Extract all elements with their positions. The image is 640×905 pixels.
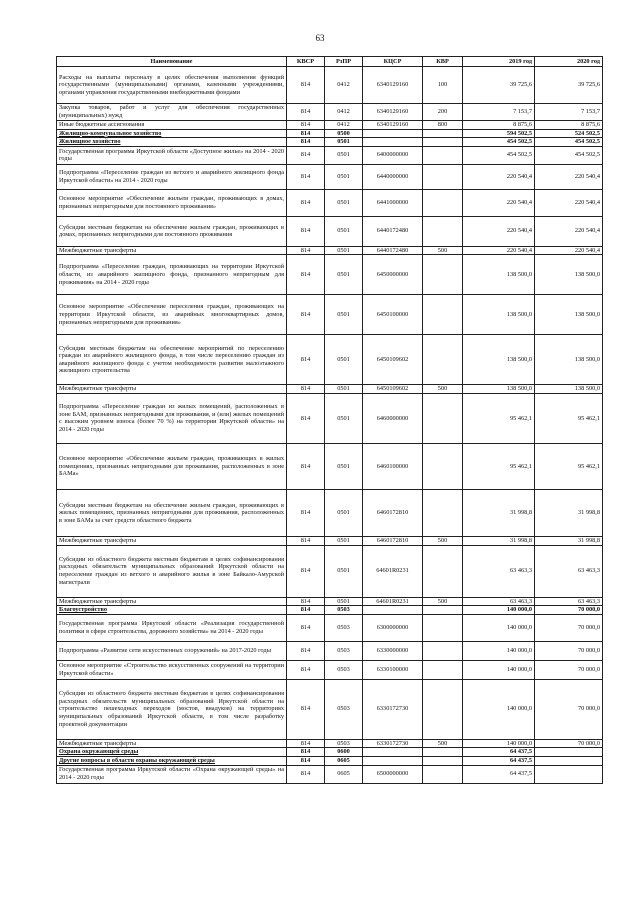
cell-rzpr: 0501: [325, 255, 363, 295]
cell-kcsr: 6450109602: [363, 335, 423, 385]
cell-kvsr: 814: [287, 641, 325, 660]
cell-2020: 70 000,0: [535, 679, 603, 739]
cell-kvsr: 814: [287, 146, 325, 164]
header-kvr: КВР: [423, 57, 463, 67]
cell-rzpr: 0503: [325, 739, 363, 748]
cell-kcsr: 6340129160: [363, 67, 423, 104]
cell-kvr: [423, 756, 463, 765]
cell-kcsr: 6330172730: [363, 739, 423, 748]
cell-2019: 138 500,0: [463, 385, 535, 394]
cell-kvr: [423, 443, 463, 489]
table-row: [57, 443, 603, 489]
table-row: [57, 138, 603, 147]
cell-2020: 220 540,4: [535, 189, 603, 216]
cell-kvsr: 814: [287, 660, 325, 679]
cell-2019: 63 463,3: [463, 545, 535, 597]
cell-kvr: [423, 393, 463, 443]
cell-kvsr: 814: [287, 121, 325, 130]
cell-name: Межбюджетные трансферты: [57, 385, 287, 394]
cell-kvr: 500: [423, 246, 463, 255]
cell-2020: 63 463,3: [535, 545, 603, 597]
cell-kvr: 500: [423, 597, 463, 606]
cell-kcsr: 6340129160: [363, 104, 423, 121]
cell-kvsr: 814: [287, 765, 325, 783]
cell-2019: 594 502,5: [463, 129, 535, 138]
header-name: Наименование: [57, 57, 287, 67]
table-row: [57, 660, 603, 679]
cell-kvsr: 814: [287, 129, 325, 138]
cell-2020: 7 153,7: [535, 104, 603, 121]
cell-2019: 138 500,0: [463, 255, 535, 295]
table-row: [57, 164, 603, 189]
table-row: [57, 597, 603, 606]
table-row: [57, 335, 603, 385]
cell-kvsr: 814: [287, 67, 325, 104]
cell-rzpr: 0501: [325, 545, 363, 597]
cell-2020: 220 540,4: [535, 216, 603, 246]
table-row: [57, 739, 603, 748]
table-row: [57, 606, 603, 615]
cell-kcsr: 6340129160: [363, 121, 423, 130]
cell-2020: 524 502,5: [535, 129, 603, 138]
cell-name: Субсидии местным бюджетам на обеспечение жильем граждан, проживающих в домах, признанных непригодными для постоянного проживания: [57, 216, 287, 246]
table-row: [57, 216, 603, 246]
cell-kcsr: 6450100000: [363, 295, 423, 335]
table-row: [57, 295, 603, 335]
cell-kvr: [423, 606, 463, 615]
cell-name: Благоустройство: [57, 606, 287, 615]
table-row: [57, 641, 603, 660]
cell-rzpr: 0501: [325, 295, 363, 335]
cell-kcsr: 6441000000: [363, 189, 423, 216]
cell-kcsr: 6440172480: [363, 216, 423, 246]
cell-2019: 31 998,8: [463, 536, 535, 545]
header-2020: 2020 год: [535, 57, 603, 67]
cell-rzpr: 0501: [325, 146, 363, 164]
cell-name: Иные бюджетные ассигнования: [57, 121, 287, 130]
cell-rzpr: 0501: [325, 138, 363, 147]
cell-2020: 70 000,0: [535, 614, 603, 641]
budget-table: [56, 56, 603, 784]
cell-2020: 70 000,0: [535, 606, 603, 615]
table-row: [57, 393, 603, 443]
cell-2019: 64 437,5: [463, 748, 535, 757]
cell-name: Жилищно-коммунальное хозяйство: [57, 129, 287, 138]
cell-rzpr: 0501: [325, 489, 363, 536]
cell-2019: 220 540,4: [463, 164, 535, 189]
table-row: [57, 679, 603, 739]
cell-2019: 140 000,0: [463, 641, 535, 660]
cell-rzpr: 0605: [325, 765, 363, 783]
cell-kcsr: 6330000000: [363, 641, 423, 660]
cell-kcsr: 6460172810: [363, 536, 423, 545]
cell-kcsr: 6460000000: [363, 393, 423, 443]
cell-name: Основное мероприятие «Строительство искусственных сооружений на территории Иркутской области»: [57, 660, 287, 679]
cell-kcsr: 6300000000: [363, 614, 423, 641]
cell-rzpr: 0605: [325, 756, 363, 765]
cell-kvr: [423, 146, 463, 164]
cell-name: Основное мероприятие «Обеспечение жильем граждан, проживающих в домах, признанных непригодными для постоянного проживания»: [57, 189, 287, 216]
table-row: [57, 67, 603, 104]
cell-kvr: [423, 748, 463, 757]
cell-2019: 64 437,5: [463, 765, 535, 783]
cell-rzpr: 0501: [325, 385, 363, 394]
cell-2019: 140 000,0: [463, 606, 535, 615]
cell-name: Расходы на выплаты персоналу в целях обеспечения выполнения функций государственными (муниципальными) органами, казенными учреждениями, органами управления государственными внебюджетными фондами: [57, 67, 287, 104]
cell-kcsr: 6450109602: [363, 385, 423, 394]
cell-kvr: [423, 614, 463, 641]
header-kcsr: КЦСР: [363, 57, 423, 67]
cell-2020: [535, 756, 603, 765]
cell-2019: 64 437,5: [463, 756, 535, 765]
cell-2020: 8 875,6: [535, 121, 603, 130]
cell-kcsr: 6440172480: [363, 246, 423, 255]
cell-kvr: [423, 164, 463, 189]
cell-rzpr: 0501: [325, 335, 363, 385]
cell-2019: 138 500,0: [463, 335, 535, 385]
cell-2020: 70 000,0: [535, 739, 603, 748]
cell-2019: 220 540,4: [463, 216, 535, 246]
header-kvsr: КВСР: [287, 57, 325, 67]
cell-name: Государственная программа Иркутской области «Реализация государственной политики в сфере строительства, дорожного хозяйства» на 2014 - 2020 годы: [57, 614, 287, 641]
cell-kcsr: 6330172730: [363, 679, 423, 739]
cell-kvr: [423, 295, 463, 335]
cell-2019: 63 463,3: [463, 597, 535, 606]
header-2019: 2019 год: [463, 57, 535, 67]
cell-kvsr: 814: [287, 739, 325, 748]
cell-kcsr: [363, 129, 423, 138]
cell-rzpr: 0503: [325, 614, 363, 641]
cell-kvr: [423, 489, 463, 536]
cell-rzpr: 0501: [325, 246, 363, 255]
cell-kvsr: 814: [287, 246, 325, 255]
table-row: [57, 129, 603, 138]
cell-kvsr: 814: [287, 545, 325, 597]
cell-2019: 31 998,8: [463, 489, 535, 536]
cell-rzpr: 0500: [325, 129, 363, 138]
cell-2020: 138 500,0: [535, 295, 603, 335]
cell-rzpr: 0503: [325, 641, 363, 660]
cell-kvsr: 814: [287, 606, 325, 615]
cell-kvr: [423, 138, 463, 147]
cell-kvsr: 814: [287, 679, 325, 739]
cell-rzpr: 0412: [325, 104, 363, 121]
table-row: [57, 121, 603, 130]
page-number: 63: [315, 33, 325, 43]
cell-rzpr: 0412: [325, 67, 363, 104]
cell-2020: 138 500,0: [535, 385, 603, 394]
cell-kcsr: 6330100000: [363, 660, 423, 679]
cell-name: Подпрограмма «Переселение граждан из ветхого и аварийного жилищного фонда Иркутской области» на 2014 - 2020 годы: [57, 164, 287, 189]
cell-2020: [535, 748, 603, 757]
cell-2019: 95 462,1: [463, 393, 535, 443]
cell-kvr: [423, 216, 463, 246]
header-rzpr: РзПР: [325, 57, 363, 67]
table-row: [57, 189, 603, 216]
cell-2019: 140 000,0: [463, 739, 535, 748]
cell-name: Межбюджетные трансферты: [57, 246, 287, 255]
cell-kvr: [423, 129, 463, 138]
cell-kvsr: 814: [287, 104, 325, 121]
cell-kvsr: 814: [287, 335, 325, 385]
cell-name: Основное мероприятие «Обеспечение жильем граждан, проживающих в жилых помещениях, признанных непригодными для проживания, расположенных в зоне БАМа»: [57, 443, 287, 489]
cell-name: Субсидии из областного бюджета местным бюджетам в целях софинансирования расходных обязательств муниципальных образований Иркутской области на строительство пешеходных переходов (мостов, виадуков) на территориях муниципальных образований Иркутской области, в том числе разработку проектной документации: [57, 679, 287, 739]
cell-rzpr: 0503: [325, 606, 363, 615]
cell-2020: 220 540,4: [535, 246, 603, 255]
cell-name: Государственная программа Иркутской области «Охрана окружающей среды» на 2014 - 2020 годы: [57, 765, 287, 783]
cell-kvsr: 814: [287, 489, 325, 536]
table-row: [57, 545, 603, 597]
cell-2019: 220 540,4: [463, 189, 535, 216]
cell-kcsr: [363, 138, 423, 147]
cell-kvr: [423, 189, 463, 216]
cell-kvsr: 814: [287, 164, 325, 189]
table-row: [57, 536, 603, 545]
table-row: [57, 614, 603, 641]
table-row: [57, 255, 603, 295]
cell-kcsr: 6400000000: [363, 146, 423, 164]
cell-kvr: 800: [423, 121, 463, 130]
cell-rzpr: 0501: [325, 164, 363, 189]
cell-2020: 39 725,6: [535, 67, 603, 104]
cell-kvsr: 814: [287, 393, 325, 443]
cell-2020: 95 462,1: [535, 443, 603, 489]
cell-rzpr: 0503: [325, 660, 363, 679]
cell-name: Подпрограмма «Развитие сети искусственных сооружений» на 2017-2020 годы: [57, 641, 287, 660]
table-row: [57, 104, 603, 121]
cell-kvsr: 814: [287, 189, 325, 216]
cell-name: Подпрограмма «Переселение граждан, проживающих на территории Иркутской области, из аварийного жилищного фонда, признанного непригодным для проживания» на 2014 - 2020 годы: [57, 255, 287, 295]
cell-2019: 140 000,0: [463, 660, 535, 679]
cell-kcsr: 64601R0231: [363, 545, 423, 597]
cell-kvsr: 814: [287, 295, 325, 335]
cell-2020: 138 500,0: [535, 255, 603, 295]
cell-kvr: [423, 255, 463, 295]
table-row: [57, 385, 603, 394]
cell-2020: 31 998,8: [535, 536, 603, 545]
cell-kvr: [423, 641, 463, 660]
cell-rzpr: 0501: [325, 393, 363, 443]
cell-kvr: [423, 679, 463, 739]
cell-kvr: [423, 335, 463, 385]
cell-kcsr: 6460100000: [363, 443, 423, 489]
cell-2019: 95 462,1: [463, 443, 535, 489]
cell-name: Другие вопросы в области охраны окружающей среды: [57, 756, 287, 765]
table-row: [57, 489, 603, 536]
cell-kvr: 500: [423, 385, 463, 394]
cell-kvsr: 814: [287, 216, 325, 246]
cell-name: Межбюджетные трансферты: [57, 739, 287, 748]
cell-kvr: 100: [423, 67, 463, 104]
cell-kvr: [423, 765, 463, 783]
cell-name: Закупка товаров, работ и услуг для обеспечения государственных (муниципальных) нужд: [57, 104, 287, 121]
cell-2019: 220 540,4: [463, 246, 535, 255]
cell-kcsr: 64601R0231: [363, 597, 423, 606]
cell-kcsr: 6450000000: [363, 255, 423, 295]
cell-2020: 95 462,1: [535, 393, 603, 443]
cell-kvsr: 814: [287, 748, 325, 757]
table-row: [57, 748, 603, 757]
cell-2020: 63 463,3: [535, 597, 603, 606]
cell-2019: 138 500,0: [463, 295, 535, 335]
cell-kcsr: 6500000000: [363, 765, 423, 783]
cell-rzpr: 0501: [325, 189, 363, 216]
cell-kvr: 500: [423, 536, 463, 545]
table-row: [57, 756, 603, 765]
cell-kcsr: [363, 756, 423, 765]
cell-kcsr: 6440000000: [363, 164, 423, 189]
cell-rzpr: 0600: [325, 748, 363, 757]
table-row: [57, 765, 603, 783]
cell-kvsr: 814: [287, 536, 325, 545]
cell-2020: 220 540,4: [535, 164, 603, 189]
cell-2019: 454 502,5: [463, 146, 535, 164]
cell-2019: 7 153,7: [463, 104, 535, 121]
cell-name: Государственная программа Иркутской области «Доступное жилье» на 2014 - 2020 годы: [57, 146, 287, 164]
cell-2019: 140 000,0: [463, 679, 535, 739]
cell-kcsr: [363, 748, 423, 757]
cell-2019: 140 000,0: [463, 614, 535, 641]
cell-rzpr: 0501: [325, 216, 363, 246]
cell-2020: 138 500,0: [535, 335, 603, 385]
cell-2020: [535, 765, 603, 783]
cell-kvr: 200: [423, 104, 463, 121]
cell-kvr: [423, 545, 463, 597]
cell-name: Подпрограмма «Переселение граждан из жилых помещений, расположенных в зоне БАМ, признанных непригодными для проживания, и (или) жилых помещений с высоким уровнем износа (более 70 %) на территории Иркутской области» на 2014 - 2020 годы: [57, 393, 287, 443]
cell-kcsr: 6460172810: [363, 489, 423, 536]
cell-2020: 454 502,5: [535, 146, 603, 164]
cell-2019: 39 725,6: [463, 67, 535, 104]
cell-name: Жилищное хозяйство: [57, 138, 287, 147]
cell-kvsr: 814: [287, 255, 325, 295]
cell-name: Основное мероприятие «Обеспечение переселения граждан, проживающих на территории Иркутской области, из аварийных многоквартирных домов, признанных непригодными для проживания»: [57, 295, 287, 335]
cell-rzpr: 0412: [325, 121, 363, 130]
cell-kcsr: [363, 606, 423, 615]
cell-kvr: [423, 660, 463, 679]
cell-name: Межбюджетные трансферты: [57, 536, 287, 545]
cell-2019: 454 502,5: [463, 138, 535, 147]
cell-2020: 70 000,0: [535, 641, 603, 660]
cell-name: Межбюджетные трансферты: [57, 597, 287, 606]
cell-kvsr: 814: [287, 597, 325, 606]
cell-name: Охрана окружающей среды: [57, 748, 287, 757]
cell-rzpr: 0501: [325, 597, 363, 606]
cell-2020: 70 000,0: [535, 660, 603, 679]
cell-name: Субсидии местным бюджетам на обеспечение жильем граждан, проживающих в жилых помещениях, признанных непригодными для проживания, расположенных в зоне БАМа за счет средств областного бюджета: [57, 489, 287, 536]
cell-rzpr: 0503: [325, 679, 363, 739]
table-row: [57, 246, 603, 255]
cell-kvsr: 814: [287, 614, 325, 641]
table-row: [57, 146, 603, 164]
cell-2019: 8 875,6: [463, 121, 535, 130]
cell-kvsr: 814: [287, 385, 325, 394]
cell-2020: 454 502,5: [535, 138, 603, 147]
cell-name: Субсидии из областного бюджета местным бюджетам в целях софинансирования расходных обязательств муниципальных образований Иркутской области на переселение граждан из ветхого и аварийного жилья в зоне Байкало-Амурской магистрали: [57, 545, 287, 597]
cell-rzpr: 0501: [325, 536, 363, 545]
cell-rzpr: 0501: [325, 443, 363, 489]
cell-kvr: 500: [423, 739, 463, 748]
cell-name: Субсидии местным бюджетам на обеспечение мероприятий по переселению граждан из аварийного жилищного фонда, в том числе переселению граждан из аварийного жилищного фонда с учетом необходимости развития малоэтажного жилищного строительства: [57, 335, 287, 385]
table-header-row: [57, 57, 603, 67]
cell-kvsr: 814: [287, 443, 325, 489]
cell-2020: 31 998,8: [535, 489, 603, 536]
cell-kvsr: 814: [287, 756, 325, 765]
cell-kvsr: 814: [287, 138, 325, 147]
